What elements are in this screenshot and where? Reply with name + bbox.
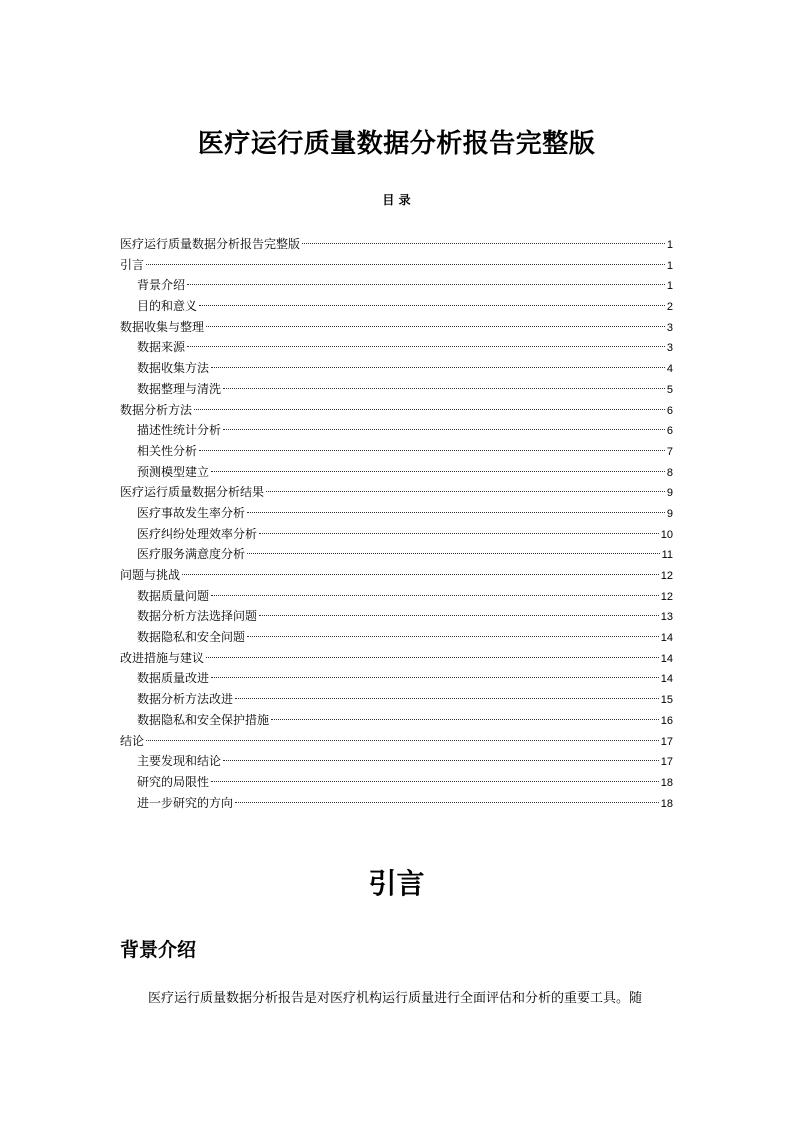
toc-entry-title: 研究的局限性 [137,774,210,789]
toc-entry-title: 预测模型建立 [137,464,210,479]
toc-dot-leader [235,802,659,803]
toc-entry[interactable] [120,731,673,752]
toc-page-number: 18 [660,776,673,789]
toc-entry[interactable] [120,234,673,255]
toc-page-number: 17 [660,735,673,748]
toc-entry[interactable] [120,317,673,338]
toc-page-number: 11 [661,549,673,562]
toc-dot-leader [302,243,665,244]
toc-page-number: 13 [660,611,673,624]
document-title: 医疗运行质量数据分析报告完整版 [197,129,596,159]
toc-entry[interactable] [120,358,673,379]
toc-entry[interactable] [120,441,673,462]
toc-entry[interactable] [120,751,673,772]
toc-entry[interactable] [120,668,673,689]
toc-dot-leader [146,264,665,265]
toc-entry[interactable] [120,544,673,565]
toc-dot-leader [199,450,665,451]
toc-page-number: 1 [666,259,673,272]
toc-page-number: 12 [660,590,673,603]
toc-entry[interactable] [120,275,673,296]
toc-page-number: 7 [666,445,673,458]
toc-entry-title: 进一步研究的方向 [137,795,234,810]
toc-entry-title: 数据整理与清洗 [137,381,222,396]
toc-entry-title: 数据收集与整理 [120,319,205,334]
toc-entry-title: 结论 [120,733,145,748]
toc-entry-title: 医疗运行质量数据分析报告完整版 [120,237,301,251]
toc-page-number: 16 [660,714,673,727]
toc-page-number: 10 [660,528,673,541]
toc-dot-leader [259,533,659,534]
toc-entry-title: 数据分析方法选择问题 [137,609,258,624]
toc-entry[interactable] [120,793,673,814]
toc-dot-leader [271,719,659,720]
toc-dot-leader [146,740,659,741]
toc-dot-leader [223,388,665,389]
toc-page-number: 15 [660,694,673,707]
toc-entry[interactable] [120,524,673,545]
toc-page-number: 4 [666,363,673,376]
toc-dot-leader [247,553,660,554]
toc-dot-leader [187,346,665,347]
toc-entry-title: 背景介绍 [137,278,186,293]
toc-dot-leader [194,409,665,410]
toc-page-number: 14 [660,632,673,645]
toc-dot-leader [187,284,665,285]
toc-page-number: 6 [666,425,673,438]
toc-dot-leader [211,471,665,472]
section-title: 引言 [368,867,425,900]
toc-entry[interactable] [120,772,673,793]
toc-entry-title: 数据隐私和安全保护措施 [137,712,270,727]
toc-page-number: 3 [666,321,673,334]
toc-dot-leader [223,760,659,761]
toc-entry[interactable] [120,255,673,276]
toc-entry-title: 描述性统计分析 [137,423,222,438]
toc-dot-leader [211,595,659,596]
toc-page-number: 9 [666,507,673,520]
toc-entry[interactable] [120,648,673,669]
toc-page-number: 14 [660,652,673,665]
toc-dot-leader [182,574,659,575]
toc-dot-leader [211,677,659,678]
toc-dot-leader [211,367,665,368]
toc-entry[interactable] [120,689,673,710]
toc-dot-leader [223,429,665,430]
toc-entry[interactable] [120,420,673,441]
toc-dot-leader [199,305,665,306]
toc-dot-leader [211,781,659,782]
toc-entry-title: 数据质量问题 [137,588,210,603]
toc-entry-title: 改进措施与建议 [120,650,205,665]
toc-entry[interactable] [120,462,673,483]
toc-entry[interactable] [120,627,673,648]
toc-entry-title: 引言 [120,257,145,272]
toc-entry-title: 医疗服务满意度分析 [137,547,246,562]
toc-entry[interactable] [120,503,673,524]
toc-entry-title: 主要发现和结论 [137,754,222,769]
body-paragraph: 医疗运行质量数据分析报告是对医疗机构运行质量进行全面评估和分析的重要工具。随 [148,991,643,1006]
toc-dot-leader [259,615,659,616]
toc-entry[interactable] [120,296,673,317]
toc-entry-title: 问题与挑战 [120,568,181,582]
toc-page-number: 6 [666,404,673,417]
toc-entry-title: 相关性分析 [137,443,198,458]
toc-page-number: 3 [666,342,673,355]
table-of-contents [120,234,673,813]
toc-page-number: 5 [666,383,673,396]
toc-entry[interactable] [120,565,673,586]
toc-entry-title: 医疗事故发生率分析 [137,505,246,520]
toc-entry-title: 目的和意义 [137,299,198,314]
toc-entry[interactable] [120,586,673,607]
toc-dot-leader [247,636,659,637]
toc-page-number: 12 [660,570,673,582]
toc-entry-title: 数据隐私和安全问题 [137,630,246,645]
toc-entry-title: 数据分析方法改进 [137,692,234,707]
toc-entry-title: 数据收集方法 [137,361,210,376]
toc-entry[interactable] [120,379,673,400]
toc-entry[interactable] [120,710,673,731]
toc-page-number: 9 [666,487,673,500]
toc-dot-leader [206,326,665,327]
toc-page-number: 17 [660,756,673,769]
toc-page-number: 2 [666,301,673,314]
toc-dot-leader [206,657,659,658]
toc-entry[interactable] [120,400,673,421]
toc-entry[interactable] [120,482,673,503]
toc-entry-title: 数据分析方法 [120,402,193,417]
toc-entry[interactable] [120,337,673,358]
toc-entry-title: 数据质量改进 [137,671,210,686]
toc-entry-title: 医疗运行质量数据分析结果 [120,485,265,500]
toc-page-number: 18 [660,797,673,810]
toc-page-number: 1 [666,280,673,293]
toc-entry-title: 医疗纠纷处理效率分析 [137,526,258,541]
toc-dot-leader [235,698,659,699]
subsection-title: 背景介绍 [120,939,197,961]
toc-entry-title: 数据来源 [137,340,186,355]
toc-dot-leader [266,491,665,492]
toc-page-number: 14 [660,673,673,686]
toc-heading: 目 录 [382,193,411,207]
toc-page-number: 1 [666,239,673,251]
toc-dot-leader [247,512,665,513]
toc-entry[interactable] [120,606,673,627]
toc-page-number: 8 [666,466,673,479]
